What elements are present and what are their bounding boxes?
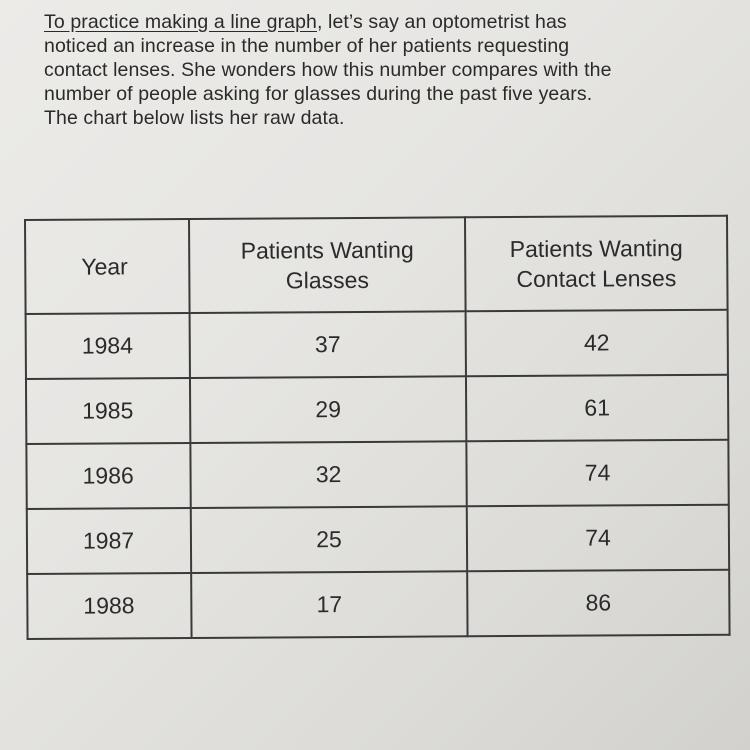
cell-contacts: 61 xyxy=(466,375,728,442)
cell-glasses: 37 xyxy=(190,311,466,378)
table-header-row xyxy=(25,216,728,314)
header-glasses xyxy=(189,217,466,313)
cell-year: 1984 xyxy=(26,313,190,379)
cell-year: 1985 xyxy=(26,378,190,444)
cell-glasses: 17 xyxy=(191,571,467,638)
cell-year: 1986 xyxy=(26,443,190,509)
underlined-phrase: To practice making a line graph xyxy=(44,11,317,33)
table-row xyxy=(26,440,728,509)
paragraph-line-4: number of people asking for glasses during the past five years. xyxy=(44,83,593,105)
cell-contacts: 74 xyxy=(466,440,728,507)
cell-year: 1987 xyxy=(27,508,191,574)
cell-contacts: 42 xyxy=(466,310,728,377)
cell-year: 1988 xyxy=(27,573,191,639)
header-glasses-line-2: Glasses xyxy=(285,266,370,294)
cell-contacts: 74 xyxy=(467,505,729,572)
header-year xyxy=(25,219,190,314)
intro-paragraph xyxy=(44,10,744,130)
table-row xyxy=(27,505,729,574)
header-glasses-line-1: Patients Wanting xyxy=(240,236,414,264)
table-row xyxy=(26,310,728,379)
paragraph-line-2: noticed an increase in the number of her patients requesting xyxy=(44,35,570,57)
header-contacts-line-1: Patients Wanting xyxy=(509,234,683,263)
paragraph-line-1 xyxy=(44,10,744,34)
patient-data-table xyxy=(24,215,731,640)
paragraph-line-1-rest: , let’s say an optometrist has xyxy=(317,11,567,33)
cell-glasses: 32 xyxy=(190,441,466,508)
paragraph-line-3: contact lenses. She wonders how this number compares with the xyxy=(44,59,612,81)
table-row xyxy=(27,570,729,639)
header-contacts-line-2: Contact Lenses xyxy=(516,265,677,292)
header-contacts xyxy=(465,216,728,312)
cell-glasses: 25 xyxy=(191,506,467,573)
table-row xyxy=(26,375,728,444)
cell-contacts: 86 xyxy=(467,570,729,637)
paragraph-line-5: The chart below lists her raw data. xyxy=(44,107,345,129)
header-year-label: Year xyxy=(81,253,128,280)
cell-glasses: 29 xyxy=(190,376,466,443)
